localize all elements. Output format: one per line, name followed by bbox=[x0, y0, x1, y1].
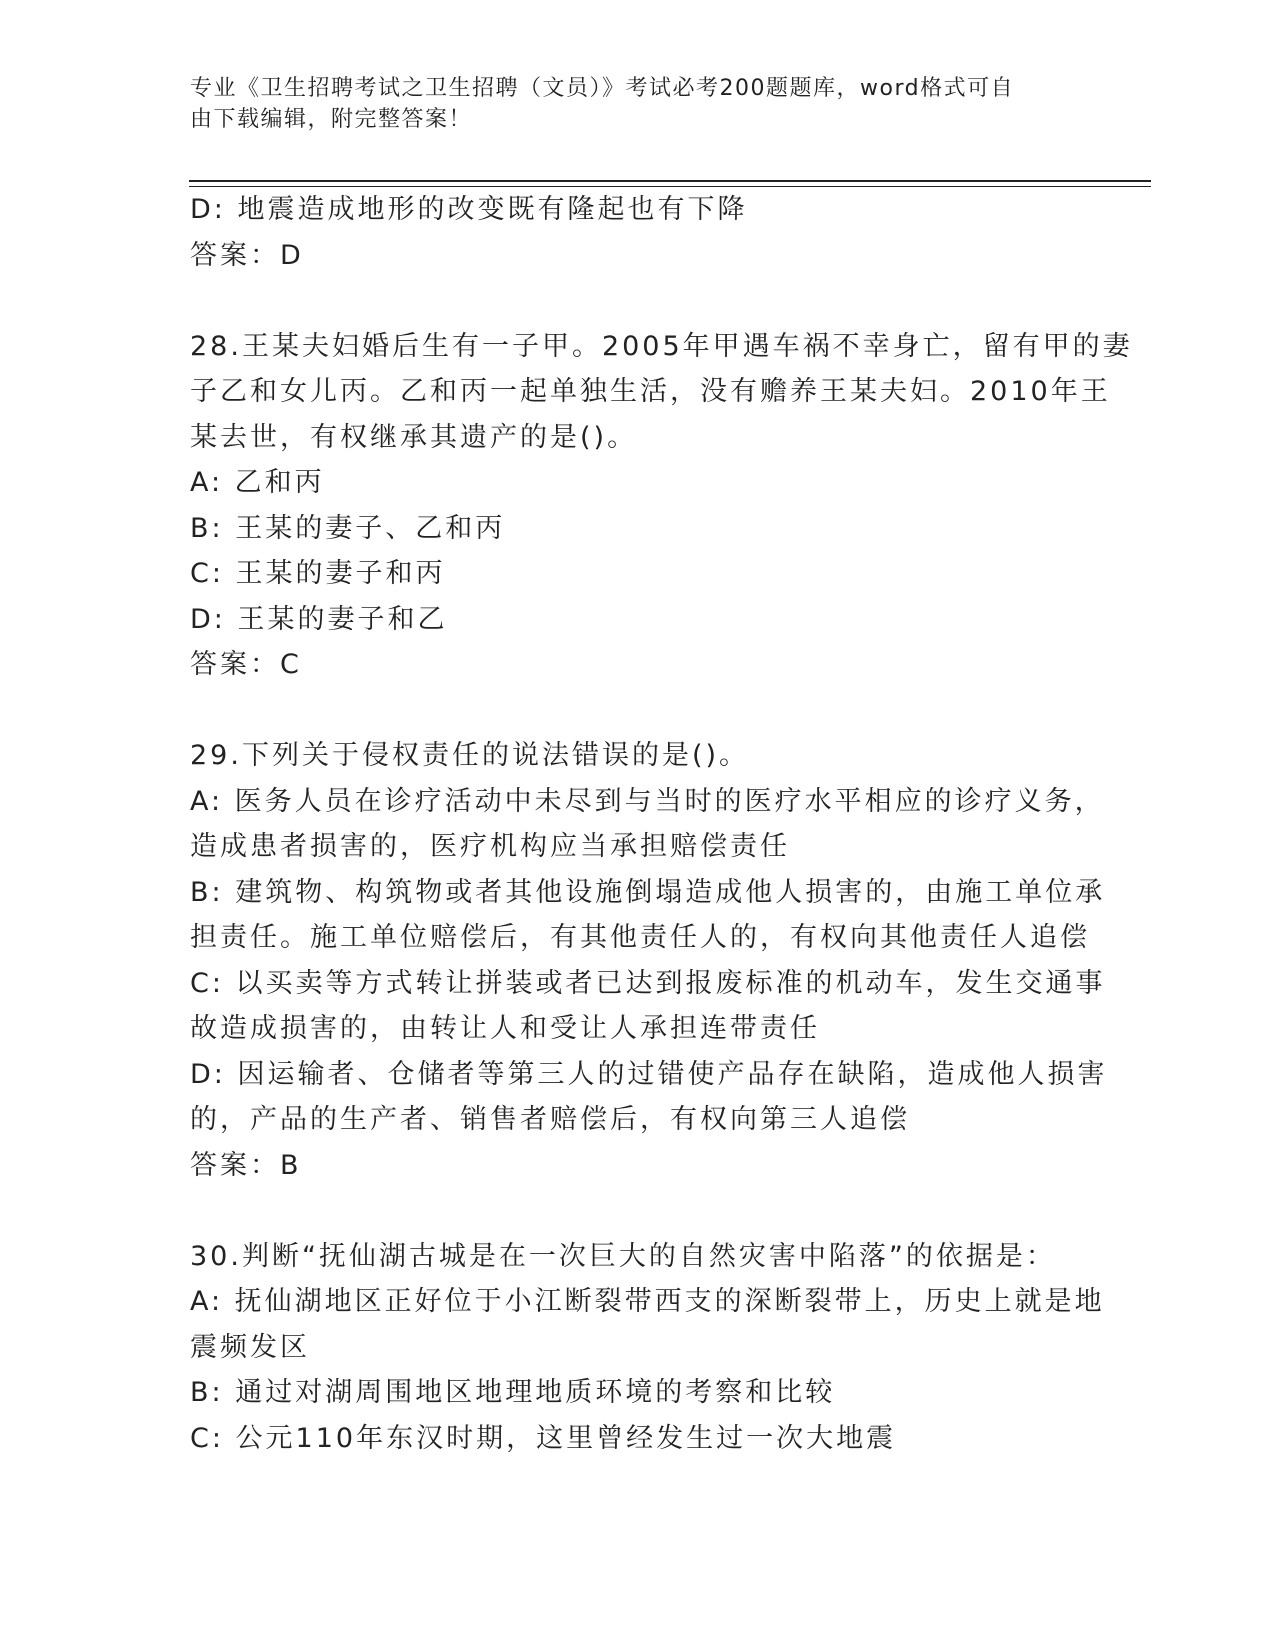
q29-option-a-line-1: A: 医务人员在诊疗活动中未尽到与当时的医疗水平相应的诊疗义务， bbox=[190, 785, 1105, 817]
q27-answer: 答案：D bbox=[190, 239, 304, 271]
q28-option-a: A: 乙和丙 bbox=[190, 467, 325, 498]
q28-option-d: D: 王某的妻子和乙 bbox=[190, 603, 448, 635]
q30-option-a-line-1: A: 抚仙湖地区正好位于小江断裂带西支的深断裂带上，历史上就是地 bbox=[190, 1286, 1105, 1317]
document-header bbox=[190, 73, 1070, 135]
document-body bbox=[190, 187, 1133, 1461]
q29-option-a-line-2: 造成患者损害的，医疗机构应当承担赔偿责任 bbox=[190, 831, 790, 862]
spacer bbox=[190, 278, 1090, 324]
q30-option-b: B: 通过对湖周围地区地理地质环境的考察和比较 bbox=[190, 1377, 836, 1408]
q28-stem-line-1: 28.王某夫妇婚后生有一子甲。2005年甲遇车祸不幸身亡，留有甲的妻 bbox=[190, 330, 1133, 362]
q28-option-c: C: 王某的妻子和丙 bbox=[190, 558, 446, 589]
q28-stem-line-3: 某去世，有权继承其遗产的是()。 bbox=[190, 421, 638, 453]
q29-option-d-line-1: D: 因运输者、仓储者等第三人的过错使产品存在缺陷，造成他人损害 bbox=[190, 1058, 1108, 1090]
q28-stem-line-2: 子乙和女儿丙。乙和丙一起单独生活，没有赡养王某夫妇。2010年王 bbox=[190, 376, 1111, 407]
spacer bbox=[190, 1188, 1090, 1234]
header-line-1: 专业《卫生招聘考试之卫生招聘（文员）》考试必考200题题库，word格式可自 bbox=[190, 76, 1015, 101]
q30-option-a-line-2: 震频发区 bbox=[190, 1331, 310, 1363]
q29-answer: 答案：B bbox=[190, 1149, 302, 1181]
q30-stem: 30.判断“抚仙湖古城是在一次巨大的自然灾害中陷落”的依据是： bbox=[190, 1240, 1056, 1272]
q27-option-d: D: 地震造成地形的改变既有隆起也有下降 bbox=[190, 194, 748, 225]
q29-option-d-line-2: 的，产品的生产者、销售者赔偿后，有权向第三人追偿 bbox=[190, 1104, 910, 1135]
spacer bbox=[190, 688, 1090, 734]
q29-stem: 29.下列关于侵权责任的说法错误的是()。 bbox=[190, 740, 750, 771]
header-line-2: 由下载编辑，附完整答案！ bbox=[190, 107, 473, 132]
q30-option-c: C: 公元110年东汉时期，这里曾经发生过一次大地震 bbox=[190, 1422, 897, 1454]
q29-option-b-line-2: 担责任。施工单位赔偿后，有其他责任人的，有权向其他责任人追偿 bbox=[190, 922, 1090, 953]
q28-answer: 答案：C bbox=[190, 649, 302, 680]
q29-option-c-line-1: C: 以买卖等方式转让拼装或者已达到报废标准的机动车，发生交通事 bbox=[190, 967, 1106, 999]
q29-option-b-line-1: B: 建筑物、构筑物或者其他设施倒塌造成他人损害的，由施工单位承 bbox=[190, 876, 1106, 908]
q28-option-b: B: 王某的妻子、乙和丙 bbox=[190, 512, 506, 544]
header-divider-thick bbox=[189, 180, 1151, 182]
q29-option-c-line-2: 故造成损害的，由转让人和受让人承担连带责任 bbox=[190, 1013, 820, 1044]
